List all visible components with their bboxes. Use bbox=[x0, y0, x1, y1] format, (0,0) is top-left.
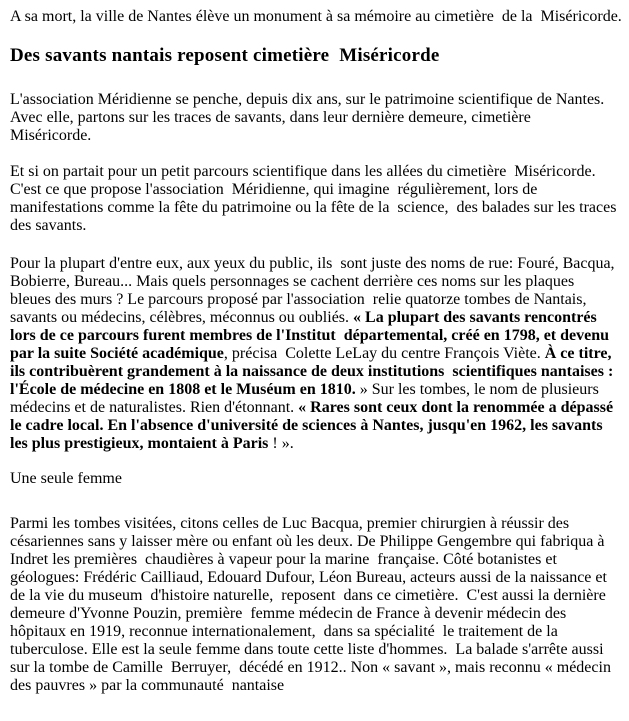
text-line bbox=[10, 127, 621, 145]
bold-text-segment: lors de ce parcours furent membres de l'Institut départemental, créé en 1798, et devenu bbox=[10, 327, 610, 344]
text-line bbox=[10, 435, 621, 453]
text-segment: hôpitaux en 1919, reconnue internationalement, dans sa spécialité le traitement de la bbox=[10, 623, 558, 640]
bold-text-segment: l'École de médecine en 1808 et le Muséum en 1810. bbox=[10, 381, 356, 398]
text-line bbox=[10, 605, 621, 623]
bold-text-segment: les plus prestigieux, montaient à Paris bbox=[10, 435, 269, 452]
text-segment: tuberculose. Elle est la seule femme dans toute cette liste d'hommes. La balade s'arrête aussi bbox=[10, 641, 604, 658]
text-segment: césariennes sans y laisser mère ou enfant où les deux. De Philippe Gengembre qui fabriqua à bbox=[10, 533, 605, 550]
text-segment: sur la tombe de Camille Berruyer, décédé en 1912.. Non « savant », mais reconnu « médecin bbox=[10, 659, 611, 676]
text-line bbox=[10, 587, 621, 605]
para-tombes-visitees bbox=[10, 515, 621, 695]
text-line bbox=[10, 381, 621, 399]
para-meridienne bbox=[10, 91, 621, 145]
text-segment: Une seule femme bbox=[10, 470, 122, 487]
text-segment: Avec elle, partons sur les traces de savants, dans leur dernière demeure, cimetière bbox=[10, 109, 531, 126]
text-line bbox=[10, 417, 621, 435]
text-segment: demeure d'Yvonne Pouzin, première femme médecin de France à devenir médecin des bbox=[10, 605, 567, 622]
bold-text-segment: ils contribuèrent grandement à la naissance de deux institutions scientifiques nantaises : bbox=[10, 363, 614, 380]
text-segment: des savants. bbox=[10, 217, 87, 234]
text-segment: Des savants nantais reposent cimetière Miséricorde bbox=[10, 45, 440, 66]
text-segment: Miséricorde. bbox=[10, 127, 92, 144]
text-line bbox=[10, 199, 621, 217]
text-line bbox=[10, 217, 621, 235]
text-segment: Indret les premières chaudières à vapeur pour la marine française. Côté botanistes et bbox=[10, 551, 557, 568]
text-segment: » Sur les tombes, le nom de plusieurs bbox=[355, 381, 599, 398]
text-line bbox=[10, 45, 621, 67]
text-segment: médecins et de naturalistes. Rien d'étonnant. bbox=[10, 399, 299, 416]
text-line bbox=[10, 181, 621, 199]
text-line bbox=[10, 623, 621, 641]
text-line bbox=[10, 255, 621, 273]
text-line bbox=[10, 470, 621, 488]
subhead-une-seule-femme bbox=[10, 470, 621, 488]
text-segment: Parmi les tombes visitées, citons celles de Luc Bacqua, premier chirurgien à réussir des bbox=[10, 515, 570, 532]
text-segment: des pauvres » par la communauté nantaise bbox=[10, 677, 285, 694]
text-line bbox=[10, 515, 621, 533]
text-segment: de la vie du museum d'histoire naturelle, reposent dans ce cimetière. C'est aussi la dernière bbox=[10, 587, 606, 604]
text-line bbox=[10, 551, 621, 569]
text-segment: savants ou médecins, célèbres, méconnus ou oubliés. bbox=[10, 309, 354, 326]
text-segment: Bobierre, Bureau... Mais quels personnages se cachent derrière ces noms sur les plaques bbox=[10, 273, 575, 290]
text-segment: bleues des murs ? Le parcours proposé par l'association relie quatorze tombes de Nantais, bbox=[10, 291, 587, 308]
text-line bbox=[10, 569, 621, 587]
intro-line bbox=[10, 8, 621, 26]
text-line bbox=[10, 327, 621, 345]
text-line bbox=[10, 659, 621, 677]
para-parcours bbox=[10, 163, 621, 235]
text-line bbox=[10, 8, 621, 26]
text-segment: C'est ce que propose l'association Méridienne, qui imagine régulièrement, lors de bbox=[10, 181, 538, 198]
bold-text-segment: « Rares sont ceux dont la renommée a dépassé bbox=[298, 399, 614, 416]
text-segment: A sa mort, la ville de Nantes élève un monument à sa mémoire au cimetière de la Miséricorde. bbox=[10, 8, 622, 25]
text-line bbox=[10, 163, 621, 181]
text-line bbox=[10, 309, 621, 327]
text-line bbox=[10, 109, 621, 127]
text-line bbox=[10, 345, 621, 363]
text-segment: , précisa Colette LeLay du centre François Viète. bbox=[223, 345, 545, 362]
bold-text-segment: le cadre local. En l'absence d'université de sciences à Nantes, jusqu'en 1962, les savants bbox=[10, 417, 603, 434]
text-segment: L'association Méridienne se penche, depuis dix ans, sur le patrimoine scientifique de Nantes. bbox=[10, 91, 605, 108]
bold-text-segment: À ce titre, bbox=[544, 345, 612, 362]
article-heading bbox=[10, 45, 621, 67]
text-line bbox=[10, 533, 621, 551]
bold-text-segment: par la suite Société académique bbox=[10, 345, 224, 362]
text-line bbox=[10, 91, 621, 109]
text-segment: Et si on partait pour un petit parcours scientifique dans les allées du cimetière Miséricorde. bbox=[10, 163, 596, 180]
text-line bbox=[10, 273, 621, 291]
text-line bbox=[10, 677, 621, 695]
text-line bbox=[10, 291, 621, 309]
bold-text-segment: « La plupart des savants rencontrés bbox=[353, 309, 597, 326]
text-line bbox=[10, 399, 621, 417]
text-segment: manifestations comme la fête du patrimoine ou la fête de la science, des balades sur les traces bbox=[10, 199, 617, 216]
text-line bbox=[10, 363, 621, 381]
text-segment: Pour la plupart d'entre eux, aux yeux du public, ils sont juste des noms de rue: Fouré, Bacqua, bbox=[10, 255, 615, 272]
text-segment: ! ». bbox=[268, 435, 294, 452]
para-savants-quotes bbox=[10, 255, 621, 453]
text-segment: géologues: Frédéric Cailliaud, Edouard Dufour, Léon Bureau, acteurs aussi de la naissance et bbox=[10, 569, 607, 586]
text-line bbox=[10, 641, 621, 659]
